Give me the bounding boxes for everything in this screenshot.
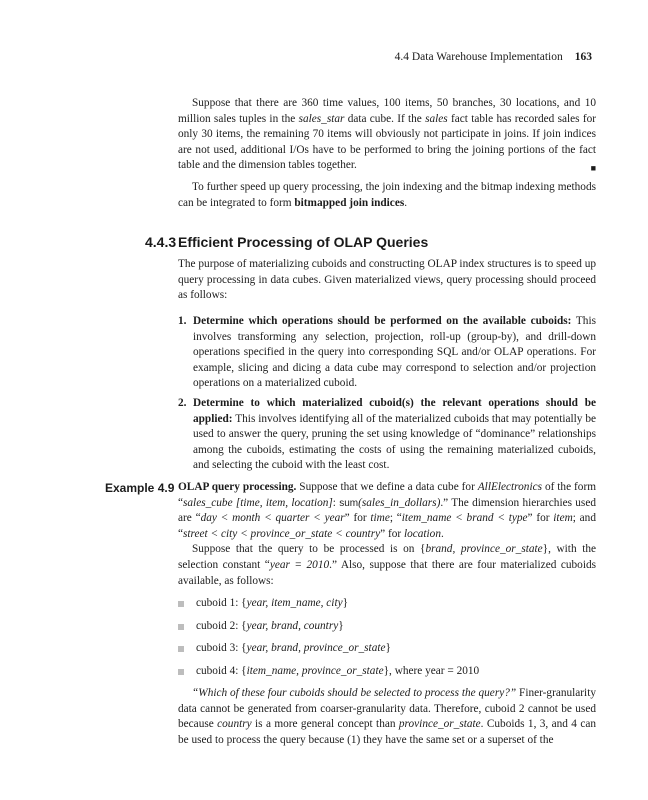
list-item: cuboid 4: {item_name, province_or_state}, where year = 2010: [178, 664, 596, 680]
bullet-icon: [178, 624, 184, 630]
section-intro: The purpose of materializing cuboids and constructing OLAP index structures is to speed up query processing in data cubes. Given materialized views, query processing should proceed as follows:: [178, 258, 596, 302]
list-item: cuboid 1: {year, item_name, city}: [178, 596, 596, 612]
example-label: Example 4.9: [105, 481, 175, 495]
list-item: cuboid 3: {year, brand, province_or_state}: [178, 641, 596, 657]
bullet-icon: [178, 669, 184, 675]
paragraph-join-example: Suppose that there are 360 time values, 100 items, 50 branches, 30 locations, and 10 million sales tuples in the sales_star data cube. If the sales fact table has recorded sales for only 30 items, the remaining 70 items will obviously not participate in joins. If join indices are not used, additional I/Os have to be performed to bring the joining portions of the fact table and the dimension tables together. ■: [178, 96, 596, 177]
term-bitmapped-join-indices: bitmapped join indices: [294, 196, 405, 209]
section-heading: [145, 234, 428, 250]
step-number: 2.: [178, 396, 187, 409]
bullet-icon: [178, 601, 184, 607]
list-item: cuboid 2: {year, brand, country}: [178, 619, 596, 635]
section-title: Efficient Processing of OLAP Queries: [178, 234, 429, 250]
section-number: 4.4.3: [145, 234, 177, 250]
example-title: OLAP query processing.: [178, 481, 297, 493]
running-header: [395, 51, 592, 63]
example-paragraph-3: “Which of these four cuboids should be selected to process the query?” Finer-granularity data cannot be generated from coarser-granularity data. Therefore, cuboid 2 cannot be used because country is a more general concept than province_or_state. Cuboids 1, 3, and 4 can be used to process the query because (1) they have the same set or a superset of the: [178, 687, 597, 746]
bullet-icon: [178, 646, 184, 652]
end-of-example-mark: ■: [590, 163, 596, 174]
list-item: 2. Determine to which materialized cuboid(s) the relevant operations should be applied: This involves identifying all of the materialized cuboids that may potentially be used to answer the query, pruning the set using knowledge of “dominance” relationships among the cuboids, estimating the costs of using the remaining materialized cuboids, and selecting the cuboid with the least cost.: [178, 396, 596, 472]
paragraph-bitmapped-join: To further speed up query processing, the join indexing and the bitmap indexing methods can be integrated to form bitmapped join indices.: [178, 181, 596, 209]
step-number: 1.: [178, 315, 187, 327]
page-number: 163: [574, 51, 592, 63]
list-item: 1. Determine which operations should be performed on the available cuboids: This involves transforming any selection, projection, roll-up (group-by), and drill-down operations specified in the query into corresponding SQL and/or OLAP operations. For example, slicing and dicing a data cube may correspond to selection and/or projection operations on a materialized cuboid.: [178, 315, 596, 390]
steps-list: [178, 314, 596, 478]
header-title: 4.4 Data Warehouse Implementation: [394, 51, 563, 63]
cuboid-list: [178, 596, 596, 686]
example-paragraph-1: OLAP query processing. Suppose that we define a data cube for AllElectronics of the form “sales_cube [time, item, location]: sum(sales_in_dollars).” The dimension hierarchies used are “day < month < quarter < year” for time; “item_name < brand < type” for item; and “street < city < province_or_state < country” for location. Suppose that the query to be processed is on {brand, province_or_state}, with the selection constant “year = 2010.” Also, suppose that there are four materialized cuboids available, as follows:: [178, 481, 596, 587]
